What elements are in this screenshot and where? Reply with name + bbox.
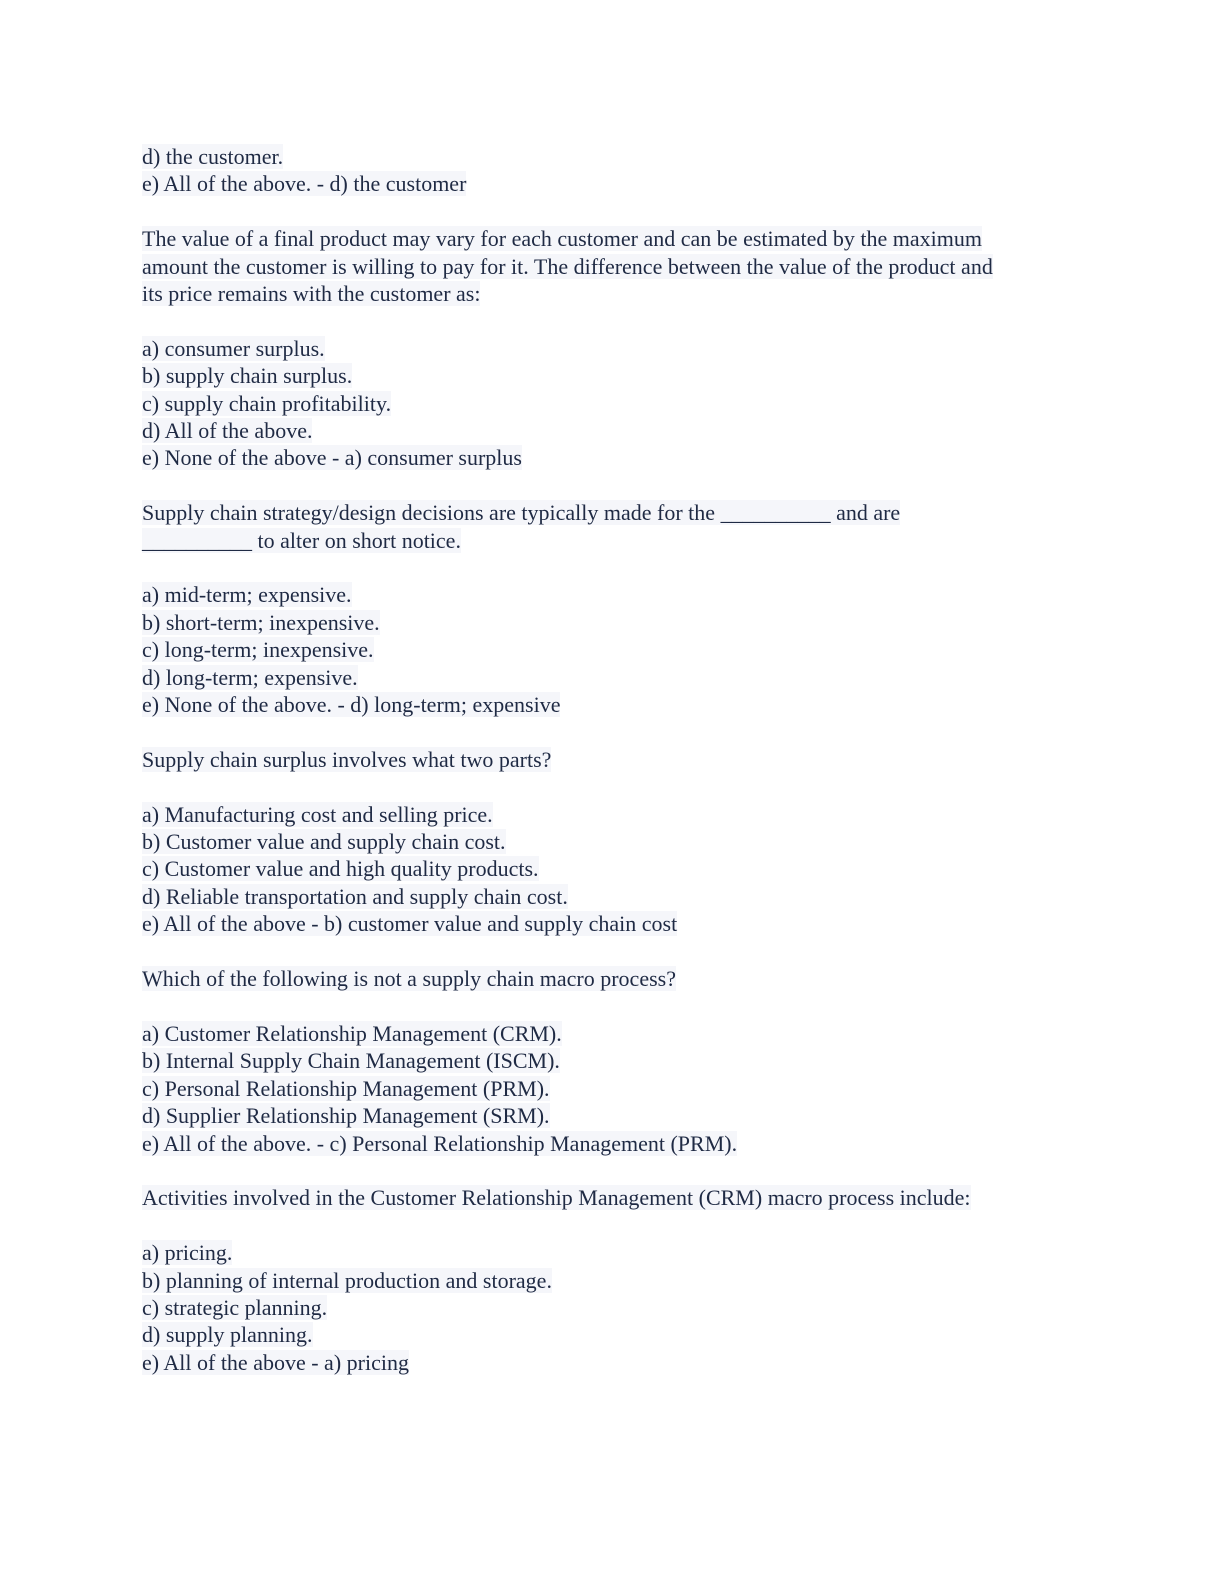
option-c: c) long-term; inexpensive. — [142, 637, 374, 663]
document-page — [142, 143, 1082, 1376]
option-a: a) pricing. — [142, 1240, 233, 1266]
option-b: b) Customer value and supply chain cost. — [142, 829, 506, 855]
option-c: c) Customer value and high quality products. — [142, 856, 539, 882]
spacer — [142, 472, 1082, 499]
spacer — [142, 992, 1082, 1019]
question-stem — [142, 499, 1082, 554]
option-c: c) supply chain profitability. — [142, 390, 392, 416]
spacer — [142, 773, 1082, 800]
option-e-with-answer: e) All of the above. - c) Personal Relationship Management (PRM). — [142, 1130, 738, 1156]
question-stem — [142, 965, 1082, 992]
option-b: b) Internal Supply Chain Management (ISCM). — [142, 1048, 560, 1074]
intro-block — [142, 143, 1082, 198]
answer-options — [142, 581, 1082, 718]
option-c: c) Personal Relationship Management (PRM). — [142, 1075, 550, 1101]
spacer — [142, 307, 1082, 334]
stem-line: Supply chain strategy/design decisions are typically made for the __________ and are — [142, 500, 901, 526]
option-d: d) supply planning. — [142, 1322, 313, 1348]
spacer — [142, 198, 1082, 225]
option-e-with-answer: e) None of the above. - d) long-term; expensive — [142, 692, 561, 718]
stem-line: The value of a final product may vary for each customer and can be estimated by the maximum — [142, 226, 982, 252]
spacer — [142, 1157, 1082, 1184]
option-e-with-answer: e) None of the above - a) consumer surplus — [142, 445, 522, 471]
option-e-with-answer: e) All of the above - a) pricing — [142, 1349, 409, 1375]
option-d: d) Supplier Relationship Management (SRM). — [142, 1103, 550, 1129]
spacer — [142, 718, 1082, 745]
option-a: a) Customer Relationship Management (CRM). — [142, 1020, 562, 1046]
spacer — [142, 1212, 1082, 1239]
option-d: d) All of the above. — [142, 418, 313, 444]
question-stem — [142, 225, 1082, 307]
answer-options — [142, 801, 1082, 938]
option-d: d) long-term; expensive. — [142, 664, 358, 690]
stem-line: __________ to alter on short notice. — [142, 527, 461, 553]
option-d: d) Reliable transportation and supply chain cost. — [142, 883, 568, 909]
option-b: b) short-term; inexpensive. — [142, 609, 380, 635]
spacer — [142, 554, 1082, 581]
question-stem — [142, 1184, 1082, 1211]
intro-line: d) the customer. — [142, 144, 284, 169]
question-5 — [142, 1184, 1082, 1376]
question-3 — [142, 746, 1082, 938]
answer-options — [142, 335, 1082, 472]
stem-line: Which of the following is not a supply chain macro process? — [142, 966, 676, 992]
stem-line: Supply chain surplus involves what two parts? — [142, 746, 552, 772]
question-1 — [142, 225, 1082, 472]
option-b: b) planning of internal production and storage. — [142, 1267, 552, 1293]
answer-options — [142, 1239, 1082, 1376]
stem-line: Activities involved in the Customer Relationship Management (CRM) macro process include: — [142, 1185, 971, 1211]
question-2 — [142, 499, 1082, 718]
question-stem — [142, 746, 1082, 773]
question-4 — [142, 965, 1082, 1157]
stem-line: amount the customer is willing to pay for it. The difference between the value of the product and — [142, 253, 993, 279]
answer-options — [142, 1020, 1082, 1157]
option-a: a) consumer surplus. — [142, 335, 325, 361]
intro-line: e) All of the above. - d) the customer — [142, 171, 467, 197]
option-e-with-answer: e) All of the above - b) customer value and supply chain cost — [142, 911, 678, 937]
option-a: a) Manufacturing cost and selling price. — [142, 801, 493, 827]
option-a: a) mid-term; expensive. — [142, 582, 352, 608]
stem-line: its price remains with the customer as: — [142, 281, 481, 307]
option-b: b) supply chain surplus. — [142, 363, 353, 389]
spacer — [142, 938, 1082, 965]
option-c: c) strategic planning. — [142, 1294, 328, 1320]
